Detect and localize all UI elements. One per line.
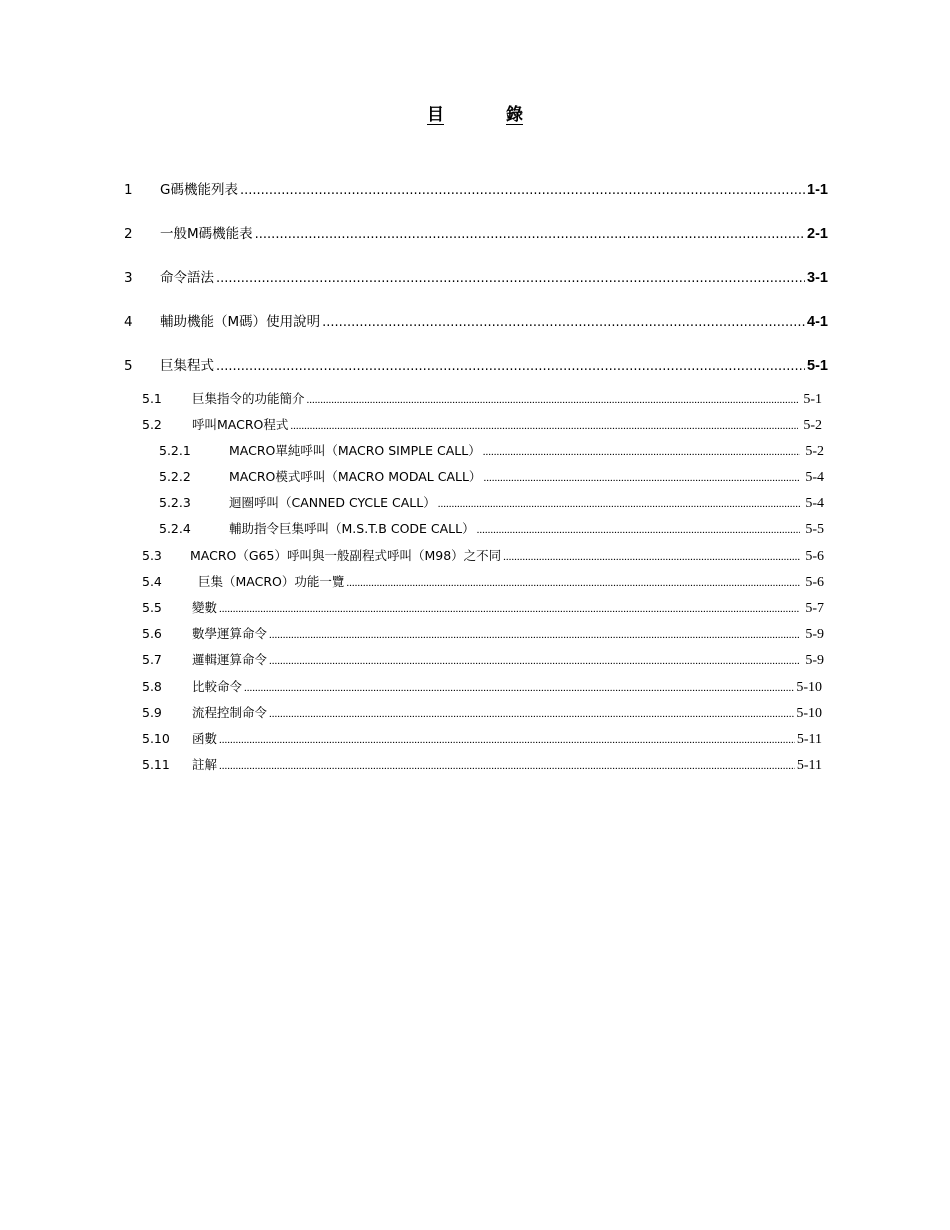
- entry-page: 5-1: [807, 358, 828, 374]
- toc-entry[interactable]: [159, 467, 824, 486]
- entry-number: 5.2: [142, 417, 162, 432]
- entry-text: 變數: [192, 600, 218, 615]
- leader-dots: [483, 472, 800, 484]
- entry-page: 5-9: [805, 627, 824, 642]
- leader-dots: [483, 446, 800, 458]
- entry-text: 數學運算命令: [192, 626, 268, 641]
- entry-page: 5-11: [796, 758, 822, 773]
- leader-dots: [216, 271, 805, 286]
- toc-title-left: 目: [427, 105, 444, 125]
- leader-dots: [219, 760, 795, 772]
- toc-entry[interactable]: [142, 415, 822, 434]
- entry-page: 1-1: [807, 182, 828, 198]
- entry-page: 5-11: [796, 732, 822, 747]
- entry-page: 5-6: [805, 549, 824, 564]
- leader-dots: [216, 359, 805, 374]
- leader-dots: [269, 708, 794, 720]
- entry-number: 5.8: [142, 679, 162, 694]
- entry-number: 5.1: [142, 391, 162, 406]
- toc-entry[interactable]: [142, 677, 822, 696]
- leader-dots: [240, 183, 805, 198]
- entry-text: 函數: [192, 731, 218, 746]
- entry-text: 註解: [192, 757, 218, 772]
- leader-dots: [244, 682, 794, 694]
- entry-page: 5-2: [803, 418, 822, 433]
- leader-dots: [346, 577, 800, 589]
- entry-page: 5-2: [805, 444, 824, 459]
- toc-entry[interactable]: [142, 729, 822, 748]
- entry-number: 5.2.3: [159, 495, 191, 510]
- entry-text: 巨集（MACRO）功能一覽: [198, 574, 345, 589]
- entry-text: 呼叫MACRO程式: [192, 417, 289, 432]
- toc-entry[interactable]: [142, 755, 822, 774]
- entry-text: G碼機能列表: [160, 182, 238, 198]
- toc-title-right: 錄: [506, 105, 523, 125]
- toc-title: [0, 100, 950, 125]
- entry-number: 5.5: [142, 600, 162, 615]
- entry-text: 一般M碼機能表: [160, 226, 253, 242]
- entry-page: 5-6: [805, 575, 824, 590]
- entry-page: 5-5: [805, 522, 824, 537]
- leader-dots: [269, 629, 800, 641]
- entry-text: 比較命令: [192, 679, 243, 694]
- entry-number: 5.10: [142, 731, 170, 746]
- entry-page: 5-9: [805, 653, 824, 668]
- toc-entry[interactable]: [142, 650, 824, 669]
- entry-number: 5.4: [142, 574, 162, 589]
- entry-number: 5: [124, 358, 133, 374]
- entry-page: 5-1: [803, 392, 822, 407]
- leader-dots: [503, 551, 800, 563]
- toc-entry[interactable]: [142, 572, 824, 591]
- entry-number: 5.6: [142, 626, 162, 641]
- entry-text: 巨集程式: [160, 358, 214, 374]
- entry-page: 5-10: [796, 706, 822, 721]
- toc-entry[interactable]: [159, 519, 824, 538]
- toc-entry[interactable]: [142, 703, 822, 722]
- entry-number: 5.9: [142, 705, 162, 720]
- toc-entry[interactable]: [124, 310, 828, 330]
- entry-number: 5.2.1: [159, 443, 191, 458]
- entry-text: 迴圈呼叫（CANNED CYCLE CALL）: [229, 495, 436, 510]
- leader-dots: [255, 227, 805, 242]
- entry-number: 5.2.4: [159, 521, 191, 536]
- entry-text: 輔助指令巨集呼叫（M.S.T.B CODE CALL）: [229, 521, 475, 536]
- entry-page: 5-7: [805, 601, 824, 616]
- toc-entry[interactable]: [142, 389, 822, 408]
- entry-page: 3-1: [807, 270, 828, 286]
- leader-dots: [290, 420, 798, 432]
- entry-text: MACRO模式呼叫（MACRO MODAL CALL）: [229, 469, 482, 484]
- leader-dots: [219, 734, 795, 746]
- entry-page: 2-1: [807, 226, 828, 242]
- toc-entry[interactable]: [142, 546, 824, 565]
- leader-dots: [322, 315, 805, 330]
- entry-page: 4-1: [807, 314, 828, 330]
- toc-entry[interactable]: [159, 493, 824, 512]
- entry-number: 5.2.2: [159, 469, 191, 484]
- entry-text: 巨集指令的功能簡介: [192, 391, 305, 406]
- entry-text: 輔助機能（M碼）使用說明: [160, 314, 321, 330]
- entry-text: 邏輯運算命令: [192, 652, 268, 667]
- entry-text: 命令語法: [160, 270, 214, 286]
- entry-number: 5.3: [142, 548, 162, 563]
- toc-entry[interactable]: [124, 178, 828, 198]
- leader-dots: [477, 524, 800, 536]
- entry-number: 1: [124, 182, 133, 198]
- entry-number: 4: [124, 314, 133, 330]
- toc-entry[interactable]: [124, 354, 828, 374]
- leader-dots: [269, 655, 800, 667]
- leader-dots: [307, 394, 798, 406]
- leader-dots: [219, 603, 800, 615]
- entry-text: 流程控制命令: [192, 705, 268, 720]
- entry-page: 5-4: [805, 496, 824, 511]
- entry-text: MACRO單純呼叫（MACRO SIMPLE CALL）: [229, 443, 481, 458]
- toc-entry[interactable]: [142, 624, 824, 643]
- entry-number: 5.7: [142, 652, 162, 667]
- entry-number: 5.11: [142, 757, 170, 772]
- toc-entry[interactable]: [124, 266, 828, 286]
- toc-entry[interactable]: [142, 598, 824, 617]
- entry-text: MACRO（G65）呼叫與一般副程式呼叫（M98）之不同: [190, 548, 502, 563]
- entry-number: 2: [124, 226, 133, 242]
- leader-dots: [438, 498, 800, 510]
- toc-entry[interactable]: [159, 441, 824, 460]
- entry-page: 5-4: [805, 470, 824, 485]
- entry-number: 3: [124, 270, 133, 286]
- toc-entry[interactable]: [124, 222, 828, 242]
- entry-page: 5-10: [796, 680, 822, 695]
